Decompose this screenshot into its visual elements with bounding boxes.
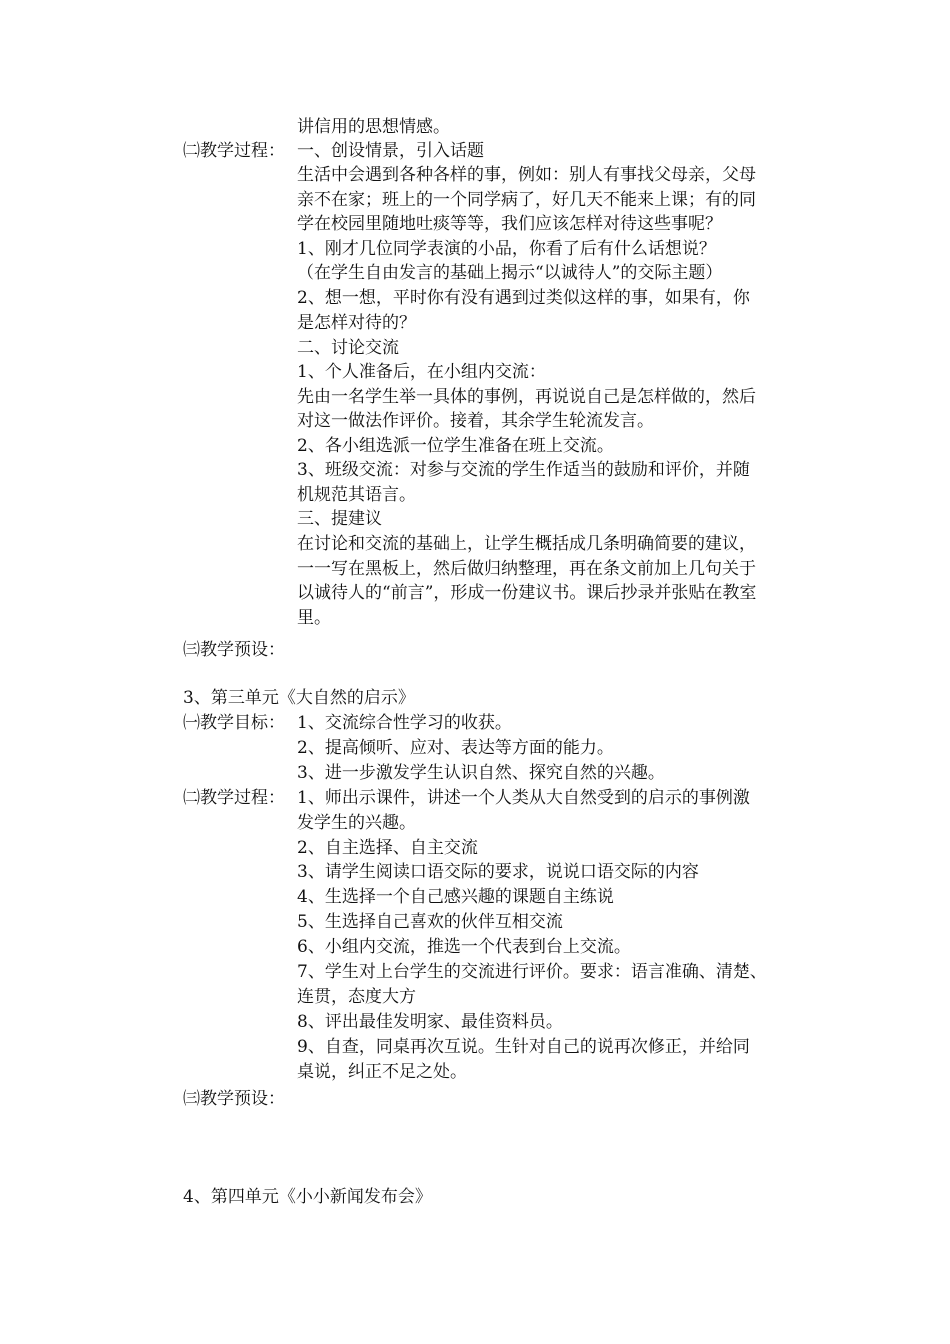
unit2-process-line: （在学生自由发言的基础上揭示“以诚待人”的交际主题） [297,263,723,283]
unit2-process-line: 2、各小组选派一位学生准备在班上交流。 [297,436,614,456]
unit2-process-line: 2、想一想，平时你有没有遇到过类似这样的事，如果有，你 [297,288,750,308]
unit2-process-line: 一、创设情景，引入话题 [297,141,484,161]
unit3-process-line: 7、学生对上台学生的交流进行评价。要求：语言准确、清楚、 [297,962,767,982]
unit3-process-line: 发学生的兴趣。 [297,813,416,833]
unit2-process-line: 是怎样对待的？ [297,313,416,333]
unit2-process-line: 二、讨论交流 [297,338,399,358]
unit3-process-line: 桌说，纠正不足之处。 [297,1062,467,1082]
unit2-process-line: 亲不在家；班上的一个同学病了，好几天不能来上课；有的同 [297,190,756,210]
unit2-preset-label: ㈢教学预设： [183,640,285,660]
unit2-process-line: 里。 [297,608,331,628]
unit2-process-line: 以诚待人的“前言”，形成一份建议书。课后抄录并张贴在教室 [297,583,757,603]
objective-tail-text: 讲信用的思想情感。 [297,117,450,137]
unit3-process-line: 8、评出最佳发明家、最佳资料员。 [297,1012,563,1032]
unit2-process-line: 对这一做法作评价。接着，其余学生轮流发言。 [297,411,654,431]
unit3-objective-line: 1、交流综合性学习的收获。 [297,713,512,733]
unit2-process-line: 一一写在黑板上，然后做归纳整理，再在条文前加上几句关于 [297,559,756,579]
unit2-process-line: 1、刚才几位同学表演的小品，你看了后有什么话想说？ [297,239,716,259]
unit3-process-line: 9、自查，同桌再次互说。生针对自己的说再次修正，并给同 [297,1037,750,1057]
unit3-process-line: 3、请学生阅读口语交际的要求，说说口语交际的内容 [297,862,699,882]
unit2-process-line: 1、个人准备后，在小组内交流： [297,362,546,382]
unit4-heading: 4、第四单元《小小新闻发布会》 [183,1187,432,1207]
unit3-process-line: 1、师出示课件，讲述一个人类从大自然受到的启示的事例激 [297,788,750,808]
unit3-process-line: 5、生选择自己喜欢的伙伴互相交流 [297,912,563,932]
unit2-process-line: 3、班级交流：对参与交流的学生作适当的鼓励和评价，并随 [297,460,750,480]
unit2-process-label: ㈡教学过程： [183,141,285,161]
unit3-process-line: 4、生选择一个自己感兴趣的课题自主练说 [297,887,614,907]
unit3-process-line: 连贯，态度大方 [297,987,416,1007]
unit3-process-line: 2、自主选择、自主交流 [297,838,478,858]
unit2-process-line: 学在校园里随地吐痰等等，我们应该怎样对待这些事呢？ [297,214,722,234]
unit3-heading: 3、第三单元《大自然的启示》 [183,688,415,708]
unit3-objective-line: 2、提高倾听、应对、表达等方面的能力。 [297,738,614,758]
unit3-objective-label: ㈠教学目标： [183,713,285,733]
unit2-process-line: 三、提建议 [297,509,382,529]
unit2-process-line: 在讨论和交流的基础上，让学生概括成几条明确简要的建议， [297,534,756,554]
unit3-process-label: ㈡教学过程： [183,788,285,808]
unit3-objective-line: 3、进一步激发学生认识自然、探究自然的兴趣。 [297,763,665,783]
unit3-preset-label: ㈢教学预设： [183,1089,285,1109]
unit2-process-line: 先由一名学生举一具体的事例，再说说自己是怎样做的，然后 [297,387,756,407]
unit2-process-line: 机规范其语言。 [297,485,416,505]
unit2-process-line: 生活中会遇到各种各样的事，例如：别人有事找父母亲，父母 [297,165,756,185]
unit3-process-line: 6、小组内交流，推选一个代表到台上交流。 [297,937,631,957]
